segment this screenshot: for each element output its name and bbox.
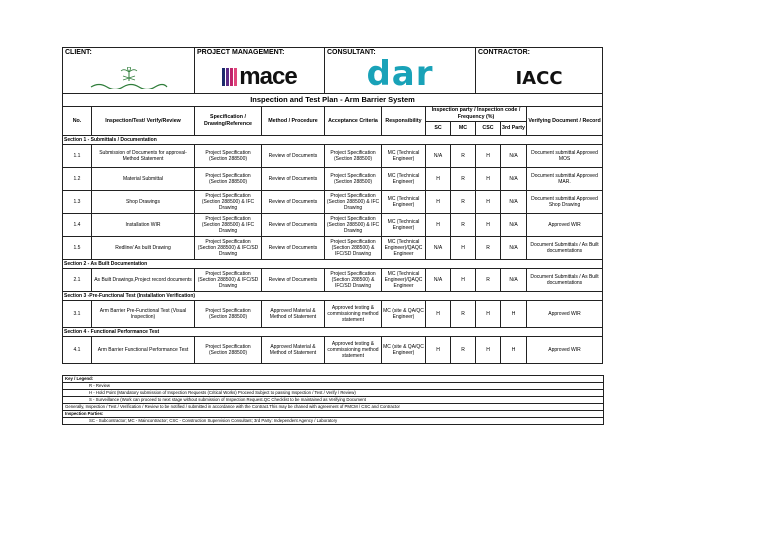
row-acceptance: Approved testing & commissioning method statement xyxy=(325,301,382,328)
row-sc: H xyxy=(426,191,451,214)
row-spec: Project Specification (Section 288500) & IFC/SD Drawing xyxy=(195,269,262,292)
row-third-party: N/A xyxy=(501,191,527,214)
row-responsibility: MC (site & QA/QC Engineer) xyxy=(382,337,426,364)
col-no: No. xyxy=(63,107,92,136)
row-mc: R xyxy=(451,145,476,168)
row-third-party: H xyxy=(501,337,527,364)
row-mc: R xyxy=(451,214,476,237)
consultant-label: CONSULTANT: xyxy=(327,49,376,56)
row-sc: H xyxy=(426,168,451,191)
palm-emblem-icon xyxy=(120,67,138,81)
col-method: Method / Procedure xyxy=(262,107,325,136)
row-no: 1.1 xyxy=(63,145,92,168)
col-verifying: Verifying Document / Record xyxy=(527,107,603,136)
row-item: Redline/ As built Drawing xyxy=(92,237,195,260)
row-item: Installation WIR xyxy=(92,214,195,237)
row-item: Arm Barrier Pre-Functional Test (Visual Inspection) xyxy=(92,301,195,328)
table-row xyxy=(63,214,603,237)
row-mc: R xyxy=(451,191,476,214)
col-sc: SC xyxy=(426,122,451,136)
row-method: Approved Material & Method of Statement xyxy=(262,301,325,328)
row-record: Approved WIR xyxy=(527,337,603,364)
section-row xyxy=(63,260,603,269)
mace-logo xyxy=(195,65,324,89)
row-responsibility: MC (Technical Engineer) xyxy=(382,214,426,237)
dar-wordmark: dar xyxy=(366,54,434,94)
row-csc: H xyxy=(476,337,501,364)
col-inspection: Inspection/Test/ Verify/Review xyxy=(92,107,195,136)
row-mc: R xyxy=(451,301,476,328)
legend-surveillance: S - Surveillance (Work can proceed to next stage without submission of Inspection Request.QC Checklist to be maintained as Verifying Document xyxy=(63,397,603,404)
table-row xyxy=(63,191,603,214)
row-record: Approved WIR xyxy=(527,214,603,237)
row-no: 3.1 xyxy=(63,301,92,328)
consultant-cell xyxy=(325,48,476,94)
row-method: Review of Documents xyxy=(262,145,325,168)
row-no: 1.2 xyxy=(63,168,92,191)
row-spec: Project Specification (Section 288500) xyxy=(195,301,262,328)
row-item: Arm Barrier Functional Performance Test xyxy=(92,337,195,364)
col-party-group: Inspection party / Inspection code / Frequency (%) xyxy=(426,107,527,122)
itp-table xyxy=(62,47,603,364)
row-spec: Project Specification (Section 288500) xyxy=(195,145,262,168)
legend-parties: SC - Subcontractor; MC - Maincontractor; CSC - Construction Supervision Consultant; 3rd Party: Independent Agency / Laboratory xyxy=(89,418,338,423)
row-responsibility: MC (Technical Engineer) xyxy=(382,191,426,214)
row-acceptance: Project Specification (Section 288500) & IFC/SD Drawing xyxy=(325,237,382,260)
row-record: Document submittal Approved Shop Drawing xyxy=(527,191,603,214)
row-acceptance: Approved testing & commissioning method statement xyxy=(325,337,382,364)
legend-general: Generally, Inspection / Test / Verification / Review to be notified / submitted in accordance with the Contract.This may be chaned with agreement of PMCM / CSC and Contractor xyxy=(63,404,603,411)
row-responsibility: MC (Technical Engineer) xyxy=(382,168,426,191)
column-header-row xyxy=(63,107,603,122)
row-third-party: H xyxy=(501,301,527,328)
table-row xyxy=(63,145,603,168)
row-item: As Built Drawings,Project record documents xyxy=(92,269,195,292)
row-acceptance: Project Specification (Section 288500) & IFC Drawing xyxy=(325,191,382,214)
row-sc: H xyxy=(426,214,451,237)
row-method: Review of Documents xyxy=(262,237,325,260)
row-responsibility: MC (Technical Engineer)/QAQC Engineer xyxy=(382,237,426,260)
legend xyxy=(62,375,604,425)
row-acceptance: Project Specification (Section 288500) & IFC/SD Drawing xyxy=(325,269,382,292)
row-responsibility: MC (Technical Engineer) xyxy=(382,145,426,168)
row-csc: H xyxy=(476,145,501,168)
row-method: Approved Material & Method of Statement xyxy=(262,337,325,364)
row-spec: Project Specification (Section 288500) & IFC Drawing xyxy=(195,191,262,214)
row-acceptance: Project Specification (Section 288500) xyxy=(325,145,382,168)
row-third-party: N/A xyxy=(501,145,527,168)
row-sc: H xyxy=(426,301,451,328)
row-record: Approved WIR xyxy=(527,301,603,328)
row-no: 1.3 xyxy=(63,191,92,214)
row-record: Document submittal Approved MOS xyxy=(527,145,603,168)
row-record: Document submittal Approved MAR. xyxy=(527,168,603,191)
row-mc: H xyxy=(451,269,476,292)
row-method: Review of Documents xyxy=(262,214,325,237)
page-title: Inspection and Test Plan - Arm Barrier System xyxy=(63,94,603,107)
arabic-wordmark-icon xyxy=(89,81,169,89)
table-row xyxy=(63,168,603,191)
row-third-party: N/A xyxy=(501,269,527,292)
row-spec: Project Specification (Section 288500) xyxy=(195,168,262,191)
row-csc: H xyxy=(476,168,501,191)
row-responsibility: MC (Technical Engineer)/QAQC Engineer xyxy=(382,269,426,292)
col-third-party: 3rd Party xyxy=(501,122,527,136)
row-mc: R xyxy=(451,168,476,191)
row-mc: R xyxy=(451,337,476,364)
row-spec: Project Specification (Section 288500) xyxy=(195,337,262,364)
mace-wordmark: mace xyxy=(239,63,297,90)
section-title: Section 1 - Submittals / Documentation xyxy=(63,136,603,145)
iacc-wordmark: IACC xyxy=(515,68,563,89)
row-no: 4.1 xyxy=(63,337,92,364)
iacc-logo xyxy=(476,69,602,89)
row-sc: N/A xyxy=(426,237,451,260)
row-no: 1.5 xyxy=(63,237,92,260)
legend-hold: H - Hold Point (Mandatory submission of Inspection Requests (Critical Works) Proceed Subject to passing Inspection / Test / Verify / Review) xyxy=(63,390,603,397)
legend-title: Key / Legend: xyxy=(63,376,603,383)
col-acceptance: Acceptance Criteria xyxy=(325,107,382,136)
row-item: Material Submittal xyxy=(92,168,195,191)
table-row xyxy=(63,237,603,260)
contractor-label: CONTRACTOR: xyxy=(478,49,530,56)
pm-label: PROJECT MANAGEMENT: xyxy=(197,49,285,56)
client-logo xyxy=(63,67,194,89)
header-row xyxy=(63,48,603,94)
row-method: Review of Documents xyxy=(262,168,325,191)
table-row xyxy=(63,269,603,292)
client-cell xyxy=(63,48,195,94)
row-no: 1.4 xyxy=(63,214,92,237)
row-sc: N/A xyxy=(426,145,451,168)
section-row xyxy=(63,328,603,337)
row-acceptance: Project Specification (Section 288500) xyxy=(325,168,382,191)
row-item: Submission of Documents for approval- Method Statement xyxy=(92,145,195,168)
table-row xyxy=(63,337,603,364)
row-sc: H xyxy=(426,337,451,364)
row-third-party: N/A xyxy=(501,214,527,237)
row-method: Review of Documents xyxy=(262,191,325,214)
row-record: Document Submittals / As Built documentations xyxy=(527,269,603,292)
row-method: Review of Documents xyxy=(262,269,325,292)
legend-review: R - Review xyxy=(63,383,603,390)
row-acceptance: Project Specification (Section 288500) & IFC Drawing xyxy=(325,214,382,237)
col-mc: MC xyxy=(451,122,476,136)
section-row xyxy=(63,136,603,145)
row-csc: H xyxy=(476,214,501,237)
row-spec: Project Specification (Section 288500) & IFC Drawing xyxy=(195,214,262,237)
pm-cell xyxy=(195,48,325,94)
itp-body xyxy=(63,136,603,364)
section-row xyxy=(63,292,603,301)
section-title: Section 3 -Pre-Functional Test (Installation Verification) xyxy=(63,292,603,301)
itp-sheet xyxy=(62,47,602,364)
row-csc: R xyxy=(476,237,501,260)
row-item: Shop Drawings xyxy=(92,191,195,214)
table-row xyxy=(63,301,603,328)
row-csc: H xyxy=(476,301,501,328)
row-responsibility: MC (site & QA/QC Engineer) xyxy=(382,301,426,328)
row-third-party: N/A xyxy=(501,237,527,260)
row-spec: Project Specification (Section 288500) & IFC/SD Drawing xyxy=(195,237,262,260)
col-responsibility: Responsibility xyxy=(382,107,426,136)
dar-logo xyxy=(325,54,475,94)
legend-parties-title: Inspection Parties: xyxy=(63,411,603,418)
section-title: Section 4 - Functional Performance Test xyxy=(63,328,603,337)
row-mc: H xyxy=(451,237,476,260)
mace-bars-icon xyxy=(222,68,237,86)
row-no: 2.1 xyxy=(63,269,92,292)
section-title: Section 2 - As Built Documentation xyxy=(63,260,603,269)
row-csc: R xyxy=(476,269,501,292)
col-spec: Specification / Drawing/Reference xyxy=(195,107,262,136)
row-third-party: N/A xyxy=(501,168,527,191)
client-label: CLIENT: xyxy=(65,49,92,56)
row-csc: H xyxy=(476,191,501,214)
contractor-cell xyxy=(476,48,603,94)
col-csc: CSC xyxy=(476,122,501,136)
row-sc: N/A xyxy=(426,269,451,292)
row-record: Document Submittals / As Built documentations xyxy=(527,237,603,260)
